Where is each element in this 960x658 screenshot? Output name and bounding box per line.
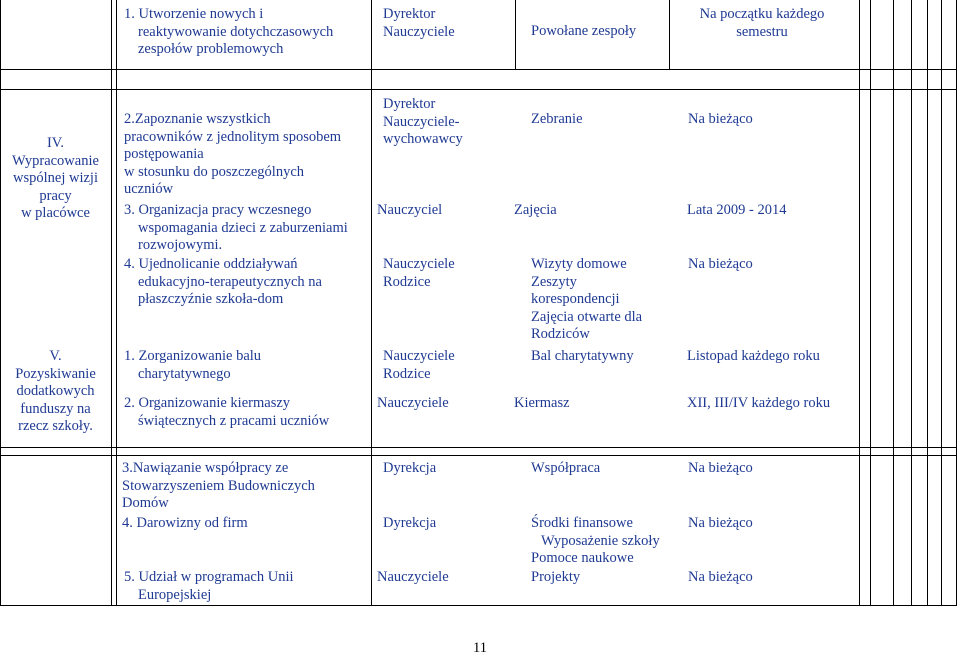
- grid-line: [0, 447, 957, 448]
- task-cell: [124, 348, 261, 383]
- deadline-cell: Lata 2009 - 2014: [687, 202, 787, 218]
- responsible-line: Nauczyciele: [383, 256, 455, 272]
- area-line: Wypracowanie: [12, 152, 99, 169]
- deadline-cell: [680, 6, 844, 41]
- area-line: pracy: [39, 187, 72, 204]
- task-line: reaktywowanie dotychczasowych: [138, 23, 334, 40]
- form-cell: Współpraca: [531, 460, 601, 476]
- responsible-line: Dyrektor: [383, 96, 436, 112]
- responsible-line: Rodzice: [383, 273, 431, 290]
- grid-line: [911, 0, 912, 606]
- task-line: Europejskiej: [138, 586, 212, 603]
- grid-line: [941, 0, 942, 606]
- deadline-cell: Listopad każdego roku: [687, 348, 820, 364]
- responsible-cell: [383, 256, 455, 291]
- task-line: 3.Nawiązanie współpracy ze: [122, 460, 289, 476]
- grid-line: [0, 605, 957, 606]
- grid-line: [371, 0, 372, 606]
- task-line: rozwojowymi.: [138, 237, 223, 253]
- deadline-line: Na początku każdego: [699, 6, 825, 22]
- task-line: 1. Zorganizowanie balu: [124, 348, 262, 364]
- area-label-v: [0, 348, 111, 436]
- form-cell: Powołane zespoły: [531, 23, 637, 39]
- task-line: płaszczyźnie szkoła-dom: [138, 291, 284, 307]
- form-line: Zeszyty: [531, 273, 577, 290]
- responsible-cell: Nauczyciele: [377, 395, 449, 411]
- responsible-cell: Nauczyciele: [377, 569, 449, 585]
- grid-line: [515, 0, 516, 70]
- task-line: edukacyjno-terapeutycznych na: [138, 273, 322, 290]
- area-line: w placówce: [21, 205, 90, 221]
- task-line: 4. Ujednolicanie oddziaływań: [124, 256, 298, 272]
- area-line: IV.: [46, 135, 65, 151]
- task-line: wspomagania dzieci z zaburzeniami: [138, 219, 348, 236]
- form-line: Rodziców: [531, 326, 590, 342]
- task-line: pracowników z jednolitym sposobem: [124, 128, 342, 145]
- responsible-line: Nauczyciele-: [383, 113, 460, 130]
- task-cell: [124, 569, 294, 604]
- responsible-cell: [383, 96, 463, 149]
- form-cell: Bal charytatywny: [531, 348, 634, 364]
- grid-line: [0, 0, 1, 606]
- grid-line: [859, 0, 860, 606]
- responsible-cell: Nauczyciel: [377, 202, 443, 218]
- form-line: korespondencji: [531, 291, 620, 307]
- form-cell: Projekty: [531, 569, 581, 585]
- task-line: 2.Zapoznanie wszystkich: [124, 111, 271, 127]
- grid-line: [669, 0, 670, 70]
- task-line: postępowania: [124, 146, 204, 162]
- responsible-line: Nauczyciele: [383, 348, 455, 364]
- task-line: Stowarzyszeniem Budowniczych: [122, 477, 315, 494]
- grid-line: [927, 0, 928, 606]
- area-line: rzecz szkoły.: [18, 418, 93, 434]
- task-line: charytatywnego: [138, 365, 231, 382]
- grid-line: [116, 0, 117, 606]
- area-line: funduszy na: [20, 400, 91, 417]
- task-cell: [124, 6, 333, 59]
- area-label-iv: [0, 135, 111, 223]
- responsible-cell: Dyrekcja: [383, 515, 437, 531]
- responsible-cell: [383, 348, 455, 383]
- deadline-cell: Na bieżąco: [688, 256, 753, 272]
- grid-line: [0, 455, 957, 456]
- area-line: Pozyskiwanie: [15, 365, 96, 382]
- form-cell: [531, 515, 660, 568]
- task-cell: [124, 395, 329, 430]
- form-cell: Kiermasz: [514, 395, 570, 411]
- task-line: świątecznych z pracami uczniów: [138, 412, 330, 429]
- form-cell: [531, 256, 642, 344]
- deadline-cell: Na bieżąco: [688, 569, 753, 585]
- task-cell: 4. Darowizny od firm: [122, 515, 248, 531]
- form-line: Środki finansowe: [531, 515, 633, 531]
- task-cell: [124, 202, 348, 255]
- form-line: Wyposażenie szkoły: [541, 532, 660, 549]
- deadline-cell: Na bieżąco: [688, 111, 753, 127]
- task-cell: [122, 460, 315, 513]
- grid-line: [956, 0, 957, 606]
- responsible-line: Rodzice: [383, 365, 431, 382]
- form-line: Pomoce naukowe: [531, 550, 634, 566]
- responsible-line: wychowawcy: [383, 131, 463, 147]
- form-line: Wizyty domowe: [531, 256, 627, 272]
- page-number: 11: [473, 640, 487, 656]
- task-line: uczniów: [124, 181, 174, 197]
- task-line: 1. Utworzenie nowych i: [124, 6, 264, 22]
- task-line: w stosunku do poszczególnych: [124, 163, 305, 180]
- area-line: dodatkowych: [16, 383, 95, 399]
- task-line: Domów: [122, 495, 169, 511]
- deadline-cell: Na bieżąco: [688, 515, 753, 531]
- task-line: zespołów problemowych: [138, 41, 284, 57]
- form-cell: Zebranie: [531, 111, 583, 127]
- task-cell: [124, 111, 341, 199]
- deadline-cell: Na bieżąco: [688, 460, 753, 476]
- grid-line: [0, 89, 957, 90]
- deadline-line: semestru: [736, 23, 788, 40]
- grid-line: [0, 69, 957, 70]
- grid-line: [111, 0, 112, 606]
- area-line: wspólnej wizji: [13, 170, 98, 186]
- responsible-line: Nauczyciele: [383, 23, 455, 40]
- responsible-cell: Dyrekcja: [383, 460, 437, 476]
- task-line: 5. Udział w programach Unii: [124, 569, 294, 585]
- responsible-line: Dyrektor: [383, 6, 436, 22]
- form-cell: Zajęcia: [514, 202, 557, 218]
- task-line: 2. Organizowanie kiermaszy: [124, 395, 291, 411]
- task-cell: [124, 256, 322, 309]
- area-line: V.: [49, 348, 62, 364]
- grid-line: [870, 0, 871, 606]
- grid-line: [893, 0, 894, 606]
- form-line: Zajęcia otwarte dla: [531, 308, 643, 325]
- deadline-cell: XII, III/IV każdego roku: [687, 395, 831, 411]
- task-line: 3. Organizacja pracy wczesnego: [124, 202, 312, 218]
- responsible-cell: [383, 6, 455, 41]
